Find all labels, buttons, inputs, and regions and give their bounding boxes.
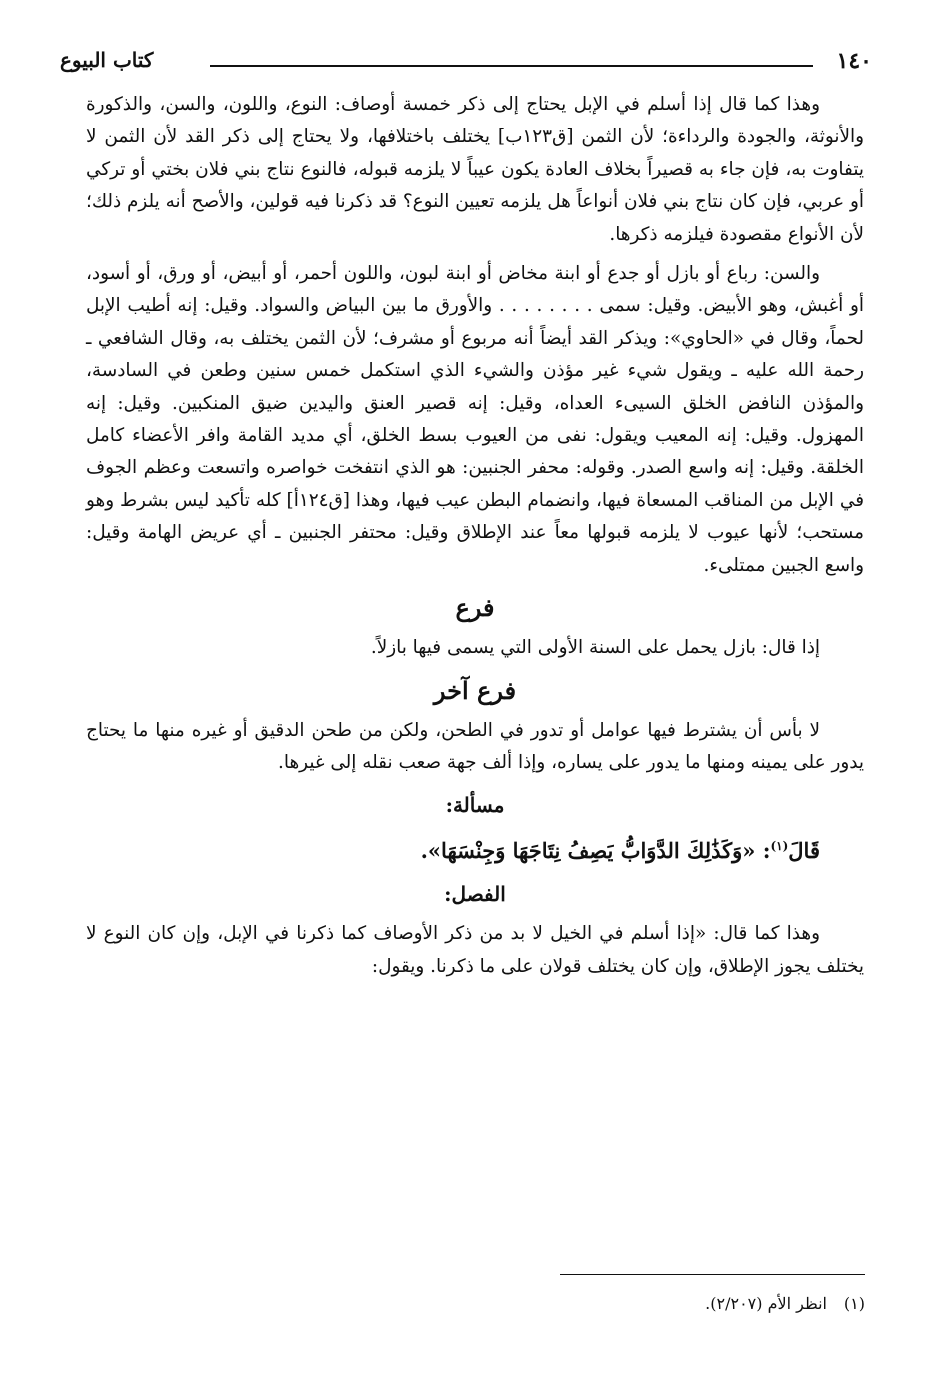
heading-fasl: الفصل:: [444, 882, 506, 907]
footnote-reference: (١): [770, 839, 789, 854]
page-header: [60, 44, 870, 84]
paragraph-horses: وهذا كما قال: «إذا أسلم في الخيل لا بد من ذكر الأوصاف كما ذكرنا في الإبل، وإن كان النوع لا يختلف يجوز الإطلاق، وإن كان يختلف قولان على ما ذكرنا. ويقول:: [86, 923, 864, 977]
heading-far-akhar: فرع آخر: [433, 675, 517, 705]
heading-far: فرع: [455, 593, 495, 623]
header-rule: [210, 65, 813, 67]
heading-masala: مسألة:: [445, 793, 505, 818]
running-title: كتاب البيوع: [60, 48, 154, 72]
footnote-text: انظر الأم (٢/٢٠٧).: [705, 1294, 827, 1313]
matn-quote: [86, 829, 864, 868]
quote-text: : «وَكَذَٰلِكَ الدَّوَابُّ يَصِفُ نِتَاجَهَا وَجِنْسَهَا».: [420, 838, 771, 864]
footnote-number: (١): [843, 1294, 865, 1313]
paragraph-milling-animals: لا بأس أن يشترط فيها عوامل أو تدور في الطحن، ولكن من طحن الدقيق أو غيره منها ما يحتاج يدور على يمينه ومنها ما يدور على يساره، وإذا ألف جهة صعب نقله إلى غيرها.: [86, 719, 864, 773]
paragraph-camel-age-color: والسن: رباع أو بازل أو جدع أو ابنة مخاض أو ابنة لبون، واللون أحمر، أو أبيض، أو ورق، أو أسود، أو أغبش، وهو الأبيض. وقيل: سمى . . . . . . . . والأورق ما بين البياض والسواد. وقيل: إنه أطيب الإبل لحماً، وقال في «الحاوي»: ويذكر القد أيضاً أنه مربوع أو مشرف؛ لأن الثمن يختلف به، وقال الشافعي ـ رحمة الله عليه ـ ويقول شيء غير مؤذن والشيء الذي استكمل خمس سنين وطعن في السادسة، والمؤذن النافض الخلق السيىء العداه، وقيل: إنه قصير العنق واليدين ضيق المنكبين. وقيل: إنه المهزول. وقيل: إنه المعيب ويقول: نفى من العيوب بسط الخلق، أي مديد القامة وافر الأعضاء كامل الخلقة. وقيل: إنه واسع الصدر. وقوله: محفر الجنبين: هو الذي انتفخت خواصره واتسعت وعظم الجوف في الإبل من المناقب المسعاة فيها، وانضمام البطن عيب فيها، وهذا [ق١٢٤أ] كله تأكيد ليس بشرط وهو مستحب؛ لأنها عيوب لا يلزمه قبولها معاً عند الإطلاق وقيل: محتفر الجنبين ـ أي عريض الهامة وقيل: واسع الجبين ممتلىء.: [86, 263, 864, 576]
page-number: ١٤٠: [836, 48, 872, 74]
footnote: [560, 1292, 865, 1316]
footnote-rule: [560, 1274, 865, 1275]
paragraph-camel-descriptions: وهذا كما قال إذا أسلم في الإبل يحتاج إلى ذكر خمسة أوصاف: النوع، واللون، والسن، والذكورة والأنوثة، والجودة والرداءة؛ لأن الثمن [ق١٢٣ب] يختلف باختلافها، ولا يحتاج إلى ذكر القد لأن الثمن لا يتفاوت به، فإن جاء به قصيراً بخلاف العادة يكون عيباً لا يلزمه قبوله، فالنوع نتاج بني فلان بختي أو تركي أو عربي، فإن كان نتاج بني فلان أنواعاً هل يلزمه تعيين النوع؟ قد ذكرنا فيه قولين، والأصح أنه يلزم ذلك؛ لأن الأنواع مقصودة فيلزمه ذكرها.: [86, 94, 864, 245]
quote-prefix: قَالَ: [788, 838, 820, 864]
page-body: [86, 89, 864, 983]
paragraph-bazil: إذا قال: بازل يحمل على السنة الأولى التي يسمى فيها بازلاً.: [370, 637, 820, 659]
